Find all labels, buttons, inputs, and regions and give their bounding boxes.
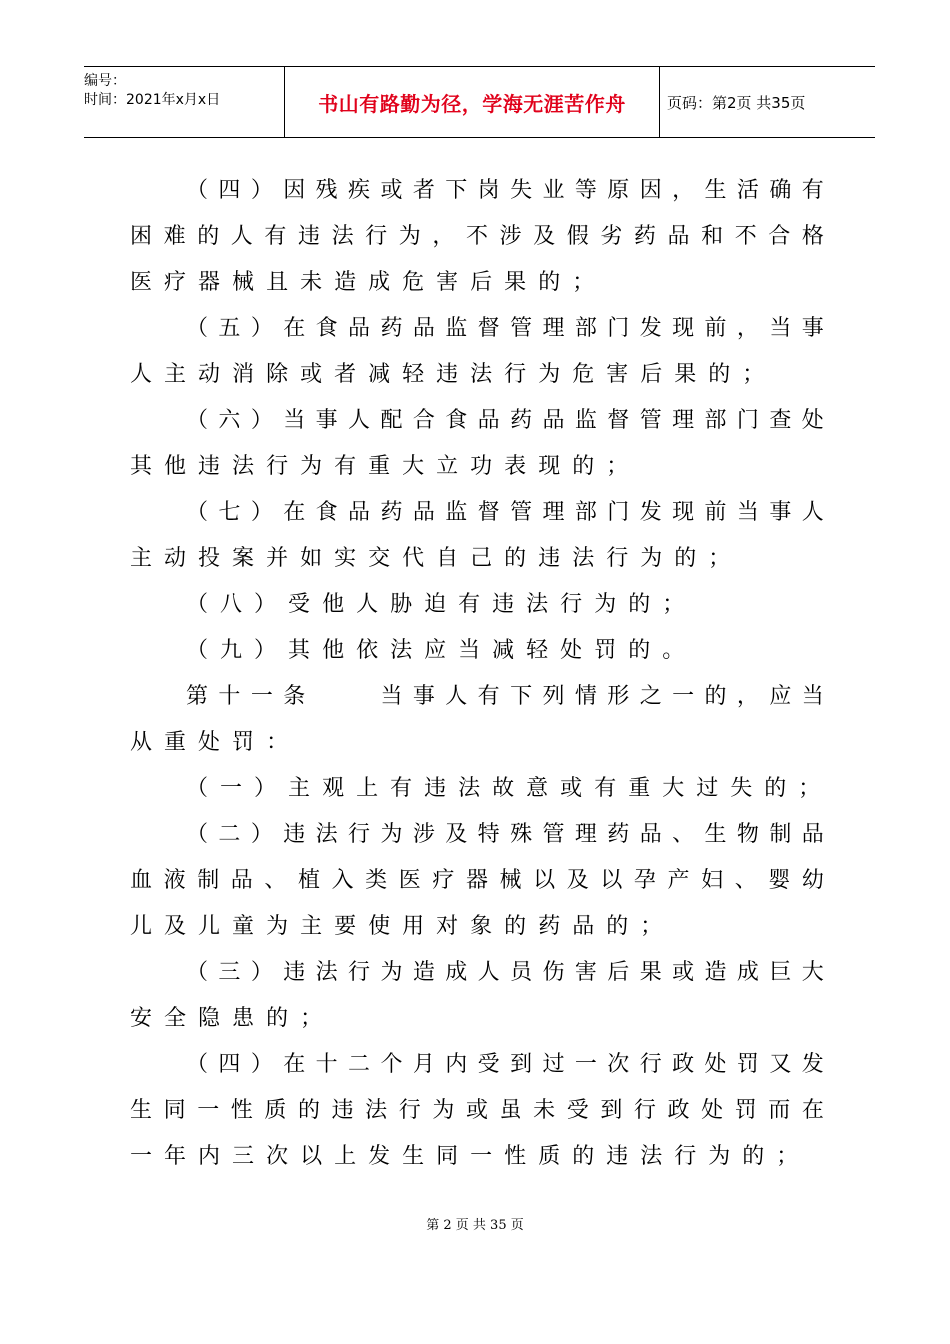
text-line: 第 十 一 条 当 事 人 有 下 列 情 形 之 一 的 ， 应 当 xyxy=(186,684,824,709)
document-number-label: 编号： xyxy=(84,73,126,89)
text-line: （ 八 ） 受 他 人 胁 迫 有 违 法 行 为 的 ； xyxy=(186,592,685,617)
page-footer: 第 2 页 共 35 页 xyxy=(426,1218,524,1233)
text-line: 血 液 制 品 、 植 入 类 医 疗 器 械 以 及 以 孕 产 妇 、 婴 幼 xyxy=(130,868,824,893)
text-line: 医 疗 器 械 且 未 造 成 危 害 后 果 的 ； xyxy=(130,270,595,295)
paragraph xyxy=(130,490,824,582)
text-line: 从 重 处 罚 ： xyxy=(130,730,289,755)
text-line: （ 四 ） 因 残 疾 或 者 下 岗 失 业 等 原 因 ， 生 活 确 有 xyxy=(186,178,824,203)
paragraph xyxy=(130,582,824,628)
paragraph xyxy=(130,168,824,306)
text-line: 其 他 违 法 行 为 有 重 大 立 功 表 现 的 ； xyxy=(130,454,629,479)
paragraph xyxy=(130,306,824,398)
text-line: 生 同 一 性 质 的 违 法 行 为 或 虽 未 受 到 行 政 处 罚 而 在 xyxy=(130,1098,824,1123)
header-motto: 书山有路勤为径，学海无涯苦作舟 xyxy=(284,67,660,137)
text-line: （ 九 ） 其 他 依 法 应 当 减 轻 处 罚 的 。 xyxy=(186,638,685,663)
text-line: 一 年 内 三 次 以 上 发 生 同 一 性 质 的 违 法 行 为 的 ； xyxy=(130,1144,799,1169)
paragraph xyxy=(130,1042,824,1180)
text-line: 儿 及 儿 童 为 主 要 使 用 对 象 的 药 品 的 ； xyxy=(130,914,663,939)
paragraph xyxy=(130,766,824,812)
text-line: （ 三 ） 违 法 行 为 造 成 人 员 伤 害 后 果 或 造 成 巨 大 xyxy=(186,960,824,985)
text-line: 人 主 动 消 除 或 者 减 轻 违 法 行 为 危 害 后 果 的 ； xyxy=(130,362,765,387)
paragraph xyxy=(130,950,824,1042)
document-time-label: 时间：2021年x月x日 xyxy=(84,92,221,108)
text-line: （ 七 ） 在 食 品 药 品 监 督 管 理 部 门 发 现 前 当 事 人 xyxy=(186,500,824,525)
paragraph xyxy=(130,628,824,674)
text-line: （ 一 ） 主 观 上 有 违 法 故 意 或 有 重 大 过 失 的 ； xyxy=(186,776,821,801)
paragraph xyxy=(130,812,824,950)
header-meta xyxy=(84,67,284,137)
paragraph xyxy=(130,398,824,490)
paragraph xyxy=(130,674,824,766)
header-page-info: 页码：第2页 共35页 xyxy=(667,93,806,112)
text-line: （ 二 ） 违 法 行 为 涉 及 特 殊 管 理 药 品 、 生 物 制 品 xyxy=(186,822,824,847)
text-line: 主 动 投 案 并 如 实 交 代 自 己 的 违 法 行 为 的 ； xyxy=(130,546,731,571)
text-line: （ 五 ） 在 食 品 药 品 监 督 管 理 部 门 发 现 前 ， 当 事 xyxy=(186,316,824,341)
text-line: （ 六 ） 当 事 人 配 合 食 品 药 品 监 督 管 理 部 门 查 处 xyxy=(186,408,824,433)
text-line: 困 难 的 人 有 违 法 行 为 ， 不 涉 及 假 劣 药 品 和 不 合 格 xyxy=(130,224,824,249)
text-line: 安 全 隐 患 的 ； xyxy=(130,1006,323,1031)
text-line: （ 四 ） 在 十 二 个 月 内 受 到 过 一 次 行 政 处 罚 又 发 xyxy=(186,1052,824,1077)
page-header xyxy=(84,66,875,138)
